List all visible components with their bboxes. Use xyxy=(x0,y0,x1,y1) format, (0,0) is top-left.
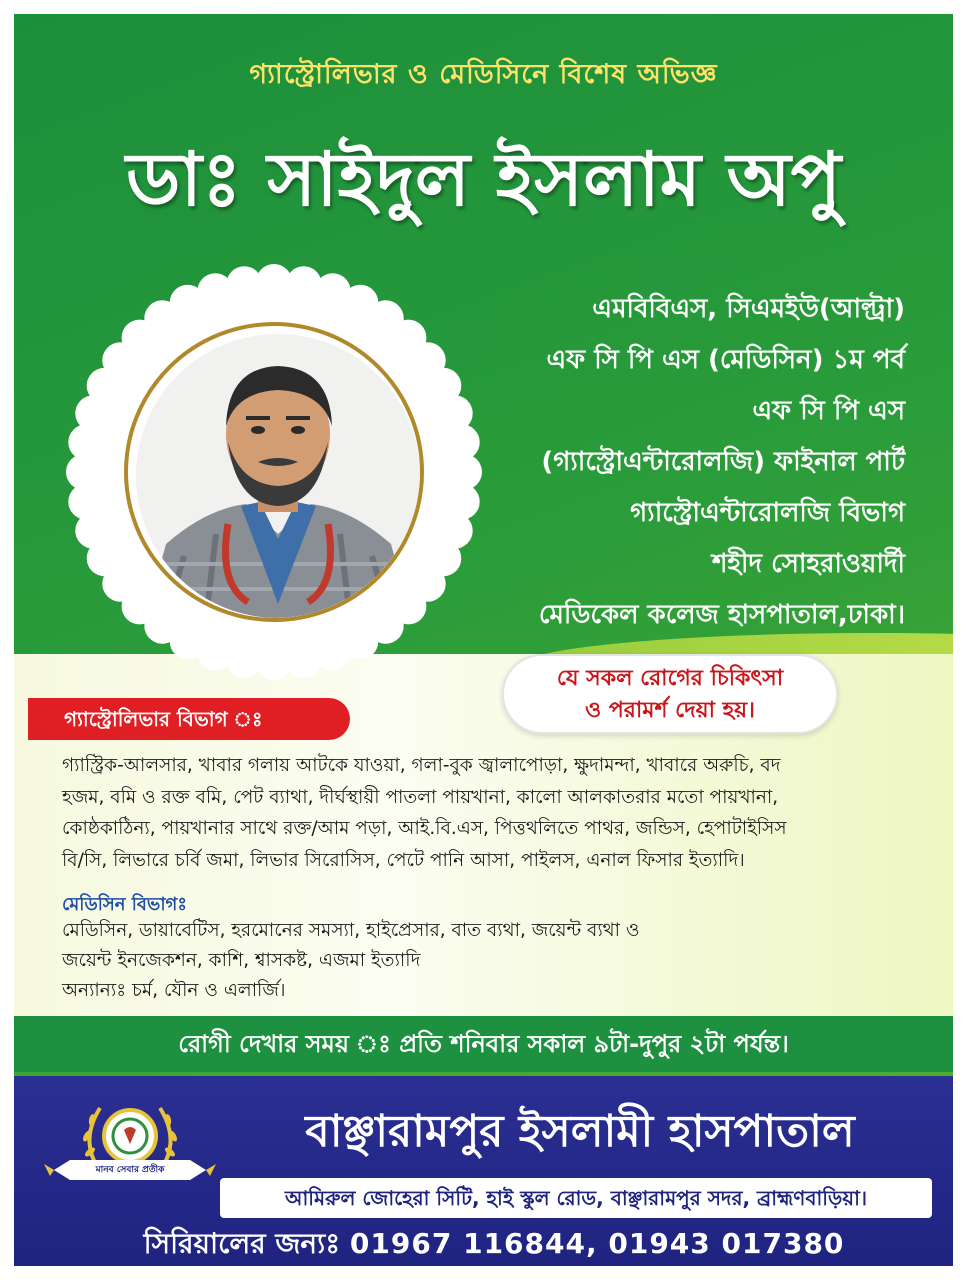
poster xyxy=(14,14,953,1266)
serial-label: সিরিয়ালের জন্যঃ xyxy=(143,1227,341,1260)
specialty-line: গ্যাস্ট্রোলিভার ও মেডিসিনে বিশেষ অভিজ্ঞ xyxy=(249,59,718,90)
credential-line: গ্যাস্ট্রোএন্টারোলজি বিভাগ xyxy=(630,498,905,528)
doctor-photo xyxy=(136,334,420,618)
credential-line: এমবিবিএস, সিএমইউ(আল্ট্রা) xyxy=(592,294,905,324)
gastro-line: বি/সি, লিভারে চর্বি জমা, লিভার সিরোসিস, পেটে পানি আসা, পাইলস, এনাল ফিসার ইত্যাদি। xyxy=(62,849,745,871)
credential-line: এফ সি পি এস xyxy=(752,396,905,426)
medicine-department-heading: মেডিসিন বিভাগঃ xyxy=(62,894,187,915)
schedule-bar: রোগী দেখার সময় ঃ প্রতি শনিবার সকাল ৯টা-দুপুর ২টা পর্যন্ত। xyxy=(14,1016,953,1072)
medicine-line: জয়েন্ট ইনজেকশন, কাশি, শ্বাসকষ্ট, এজমা ইত্যাদি xyxy=(62,950,421,971)
serial-contact-line xyxy=(54,1224,934,1264)
treatment-pill-line: ও পরামর্শ দেয়া হয়। xyxy=(584,698,756,723)
hospital-logo xyxy=(40,1090,220,1190)
hospital-logo-ribbon-text: মানব সেবার প্রতীক xyxy=(95,1165,165,1175)
medicine-line: অন্যান্যঃ চর্ম, যৌন ও এলার্জি। xyxy=(62,980,286,1001)
medicine-conditions-text xyxy=(62,916,922,1006)
hospital-footer xyxy=(14,1076,953,1266)
credential-line: শহীদ সোহরাওয়ার্দী xyxy=(711,549,905,579)
gastro-line: হজম, বমি ও রক্ত বমি, পেট ব্যাথা, দীর্ঘস্থায়ী পাতলা পায়খানা, কালো আলকাতরার মতো পায়খানা, xyxy=(62,786,779,808)
hospital-address: আমিরুল জোহেরা সিটি, হাই স্কুল রোড, বাঞ্ছারামপুর সদর, ব্রাহ্মণবাড়িয়া। xyxy=(220,1178,932,1218)
medicine-line: মেডিসিন, ডায়াবেটিস, হরমোনের সমস্যা, হাইপ্রেসার, বাত ব্যথা, জয়েন্ট ব্যথা ও xyxy=(62,920,640,941)
gastro-line: গ্যাস্ট্রিক-আলসার, খাবার গলায় আটকে যাওয়া, গলা-বুক জ্বালাপোড়া, ক্ষুদামন্দা, খাবারে অরুচি, বদ xyxy=(62,755,781,776)
treatment-pill xyxy=(502,654,838,734)
credential-line: মেডিকেল কলেজ হাসপাতাল,ঢাকা। xyxy=(538,600,905,630)
gastro-department-heading: গ্যাস্ট্রোলিভার বিভাগ ঃ xyxy=(28,698,350,740)
credentials-list xyxy=(465,284,905,641)
treatment-pill-line: যে সকল রোগের চিকিৎসা xyxy=(556,666,784,691)
gastro-conditions-text xyxy=(62,750,942,876)
doctor-name: ডাঃ সাইদুল ইসলাম অপু xyxy=(126,137,841,223)
hospital-name: বাঞ্ছারামপুর ইসলামী হাসপাতাল xyxy=(305,1106,855,1157)
doctor-photo-badge xyxy=(64,262,484,682)
photo-frame-ring xyxy=(124,322,424,622)
gastro-line: কোষ্ঠকাঠিন্য, পায়খানার সাথে রক্ত/আম পড়া, আই.বি.এস, পিত্তথলিতে পাথর, জন্ডিস, হেপাটাইসিস xyxy=(62,818,787,839)
credential-line: (গ্যাস্ট্রোএন্টারোলজি) ফাইনাল পার্ট xyxy=(541,447,905,477)
credential-line: এফ সি পি এস (মেডিসিন) ১ম পর্ব xyxy=(546,345,905,375)
phone-numbers[interactable]: 01967 116844, 01943 017380 xyxy=(349,1227,845,1260)
